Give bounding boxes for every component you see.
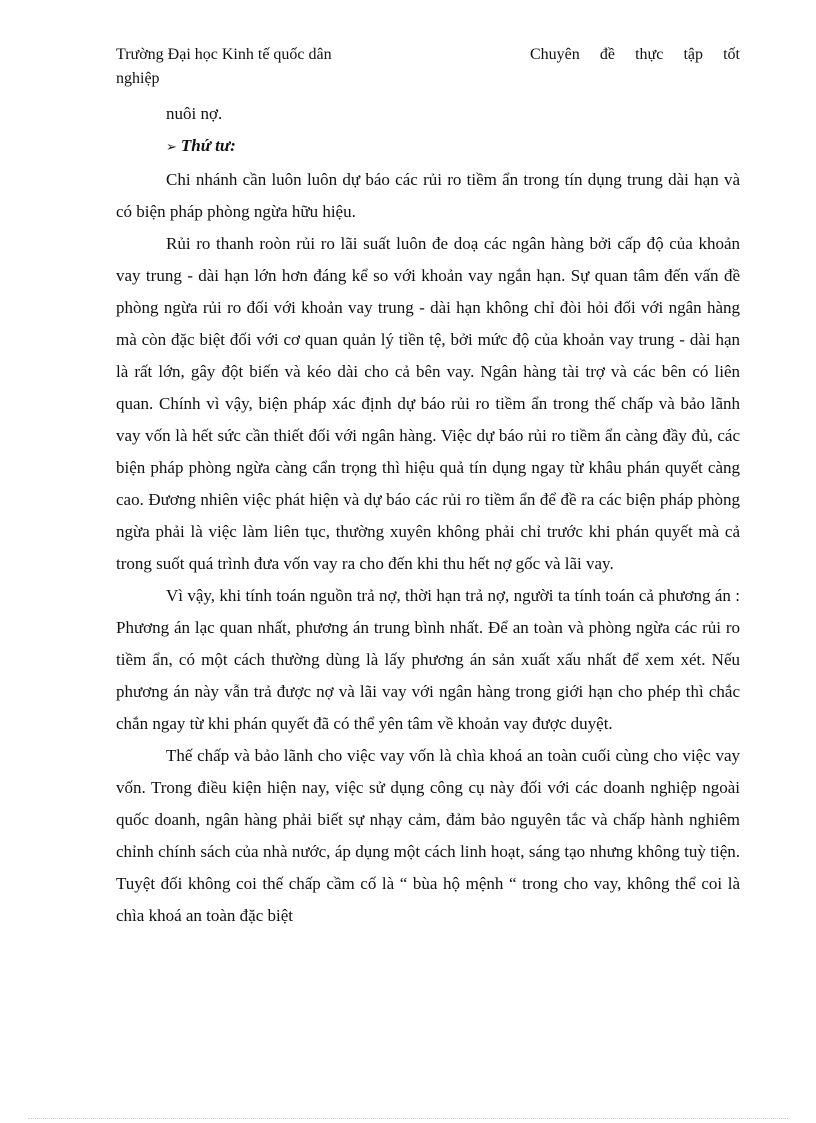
arrow-bullet-icon: ➢ — [166, 140, 177, 155]
page-bottom-divider — [28, 1118, 788, 1119]
paragraph-2: Rủi ro thanh roòn rủi ro lãi suất luôn đe doạ các ngân hàng bởi cấp độ của khoản vay trung - dài hạn lớn hơn đáng kể so với khoản vay ngắn hạn. Sự quan tâm đến vấn đề phòng ngừa rủi ro đối với khoản vay trung - dài hạn không chỉ đòi hỏi đối với ngân hàng mà còn đặc biệt đối với cơ quan quản lý tiền tệ, bởi mức độ của khoản vay trung - dài hạn là rất lớn, gây đột biến và kéo dài cho cả bên vay. Ngân hàng tài trợ và các bên có liên quan. Chính vì vậy, biện pháp xác định dự báo rủi ro tiềm ẩn trong thế chấp và bảo lãnh vay vốn là hết sức cần thiết đối với ngân hàng. Việc dự báo rủi ro tiềm ẩn càng đầy đủ, các biện pháp phòng ngừa càng cẩn trọng thì hiệu quả tín dụng ngay từ khâu phán quyết càng cao. Đương nhiên việc phát hiện và dự báo các rủi ro tiềm ẩn để đề ra các biện pháp phòng ngừa phải là việc làm liên tục, thường xuyên không phải chỉ trước khi phán quyết mà cả trong suốt quá trình đưa vốn vay ra cho đến khi thu hết nợ gốc và lãi vay. — [116, 234, 740, 573]
paragraph-3: Vì vậy, khi tính toán nguồn trả nợ, thời hạn trả nợ, người ta tính toán cả phương án : Phương án lạc quan nhất, phương án trung bình nhất. Để an toàn và phòng ngừa các rủi ro tiềm ẩn, có một cách thường dùng là lấy phương án sản xuất xấu nhất để xem xét. Nếu phương án này vẫn trả được nợ và lãi vay với ngân hàng trong giới hạn cho phép thì chắc chắn ngay từ khi phán quyết đã có thể yên tâm về khoản vay được duyệt. — [116, 586, 740, 733]
header-report-title-wrap: nghiệp — [116, 70, 160, 87]
header-report-title: Chuyên đề thực tập tốt — [530, 46, 740, 63]
paragraph-4: Thế chấp và bảo lãnh cho việc vay vốn là chìa khoá an toàn cuối cùng cho việc vay vốn. Trong điều kiện hiện nay, việc sử dụng công cụ này đối với các doanh nghiệp ngoài quốc doanh, ngân hàng phải biết sự nhạy cảm, đảm bảo nguyên tắc và chấp hành nghiêm chỉnh chính sách của nhà nước, áp dụng một cách linh hoạt, sáng tạo nhưng không tuỳ tiện. Tuyệt đối không coi thế chấp cầm cố là “ bùa hộ mệnh “ trong cho vay, không thể coi là chìa khoá an toàn đặc biệt — [116, 746, 740, 925]
continuation-line: nuôi nợ. — [166, 104, 223, 123]
section-heading — [116, 130, 740, 164]
paragraph-1: Chi nhánh cần luôn luôn dự báo các rủi ro tiềm ẩn trong tín dụng trung dài hạn và có biện pháp phòng ngừa hữu hiệu. — [116, 170, 740, 221]
document-body — [116, 98, 740, 932]
section-heading-label: Thứ tư: — [180, 136, 236, 155]
header-university: Trường Đại học Kinh tế quốc dân — [116, 46, 332, 63]
